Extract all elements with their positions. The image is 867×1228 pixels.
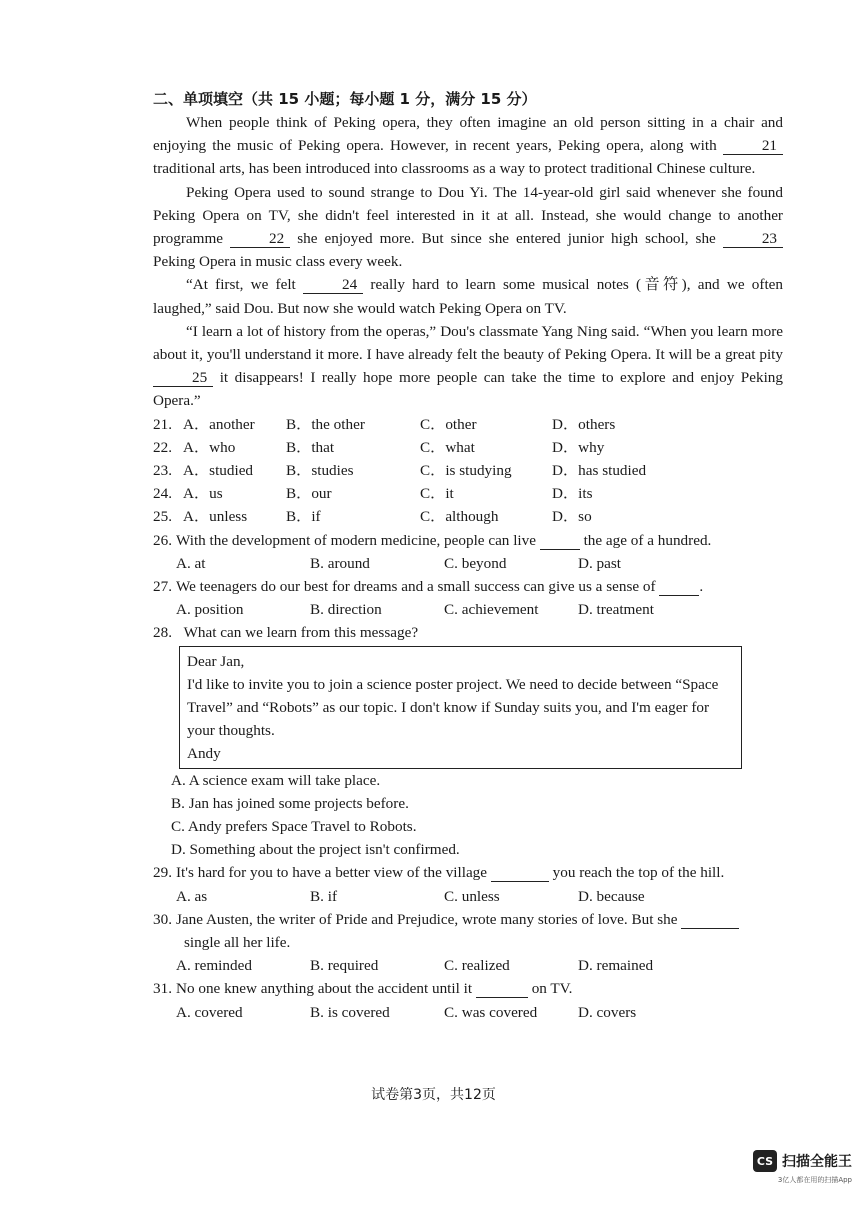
- option-a: A．us: [183, 485, 223, 503]
- option-c: C．other: [420, 415, 477, 433]
- question-27: [153, 575, 783, 598]
- options-29: [153, 885, 783, 908]
- question-number: 30.: [153, 910, 172, 928]
- option-c: C. realized: [444, 957, 510, 975]
- option-a: A. A science exam will take place.: [171, 771, 381, 789]
- option-d: D．why: [552, 438, 605, 456]
- passage-text: she enjoyed more. But since she entered junior high school, she: [290, 230, 723, 248]
- exam-page: [153, 88, 783, 1024]
- question-text: the age of a hundred.: [579, 531, 712, 549]
- option-c: C. beyond: [444, 554, 507, 572]
- question-number: 22.: [153, 438, 172, 456]
- option-c: C. unless: [444, 887, 500, 905]
- option-b: B．if: [286, 508, 321, 526]
- option-row-23: [153, 459, 783, 482]
- option-b: B．our: [286, 485, 332, 503]
- question-text: We teenagers do our best for dreams and a small success can give us a sense of: [176, 577, 660, 595]
- question-text-continued: single all her life.: [184, 934, 291, 952]
- option-d: D. covers: [578, 1003, 637, 1021]
- section-title: 二、单项填空（共 15 小题；每小题 1 分，满分 15 分）: [153, 90, 537, 108]
- option-b: B. required: [310, 957, 379, 975]
- option-a: A．another: [183, 415, 255, 433]
- question-number: 24.: [153, 485, 172, 503]
- answer-blank: [540, 532, 580, 550]
- option-d: D. Something about the project isn't confirmed.: [171, 841, 460, 859]
- watermark-brand: 扫描全能王: [782, 1154, 852, 1170]
- option-row-21: [153, 413, 783, 436]
- passage-text: “I learn a lot of history from the operas,” Dou's classmate Yang Ning said. “When you learn more about it, you'll understand it more. I have already felt the beauty of Peking Opera. It will be a great pity: [153, 322, 783, 364]
- question-28: [153, 621, 783, 644]
- options-27: [153, 598, 783, 621]
- passage-text: Peking Opera used to sound strange to Dou Yi. The 14-year-old girl said whenever she found Peking Opera on TV, she didn't feel interested in it at all. Instead, she would change to another programme: [153, 183, 783, 248]
- option-d: D. because: [578, 887, 645, 905]
- option-d: D. remained: [578, 957, 654, 975]
- message-body: I'd like to invite you to join a science poster project. We need to decide between “Space Travel” and “Robots” as our topic. I don't know if Sunday suits you, and I'm eager for your thoughts.: [187, 675, 719, 740]
- question-number: 25.: [153, 508, 172, 526]
- question-number: 31.: [153, 980, 172, 998]
- question-26: [153, 529, 783, 552]
- answer-blank: [491, 864, 549, 882]
- question-number: 21.: [153, 415, 172, 433]
- option-d: D．others: [552, 415, 616, 433]
- option-row-22: [153, 436, 783, 459]
- options-26: [153, 552, 783, 575]
- page-footer: 试卷第3页，共12页: [371, 1087, 496, 1103]
- question-31: [153, 977, 783, 1000]
- option-a: A. as: [176, 887, 208, 905]
- passage-text: Peking Opera in music class every week.: [153, 253, 403, 271]
- option-d: D. treatment: [578, 601, 654, 619]
- blank-22: 22: [230, 230, 290, 248]
- answer-blank: [659, 578, 699, 596]
- options-30: [153, 954, 783, 977]
- scanner-watermark: [753, 1150, 852, 1172]
- passage-paragraph-4: [153, 320, 783, 413]
- option-a: A. at: [176, 554, 206, 572]
- question-30: [153, 908, 783, 931]
- passage-text: it disappears! I really hope more people can take the time to explore and enjoy Peking Opera.”: [153, 369, 783, 410]
- option-b: B. Jan has joined some projects before.: [171, 794, 409, 812]
- option-c: C. Andy prefers Space Travel to Robots.: [171, 818, 417, 836]
- option-b: B. is covered: [310, 1003, 390, 1021]
- question-number: 28.: [153, 624, 172, 642]
- question-text: Jane Austen, the writer of Pride and Prejudice, wrote many stories of love. But she: [176, 910, 682, 928]
- question-number: 27.: [153, 577, 172, 595]
- question-text: .: [699, 577, 704, 595]
- option-row-25: [153, 505, 783, 528]
- option-a: A．unless: [183, 508, 248, 526]
- passage-text: really hard to learn some musical notes (音符), and we often laughed,” said Dou. But now she would watch Peking Opera on TV.: [153, 276, 783, 317]
- question-text: on TV.: [527, 980, 573, 998]
- question-number: 26.: [153, 531, 172, 549]
- question-29: [153, 861, 783, 884]
- watermark-subtitle: 3亿人都在用的扫描App: [777, 1176, 852, 1184]
- message-signature: Andy: [187, 745, 221, 763]
- question-number: 23.: [153, 462, 172, 480]
- cloze-options: [153, 413, 783, 529]
- answer-blank: [681, 911, 739, 929]
- option-a: A. reminded: [176, 957, 252, 975]
- option-b: B. direction: [310, 601, 382, 619]
- passage-text: traditional arts, has been introduced into classrooms as a way to protect traditional Chinese culture.: [153, 160, 756, 178]
- option-d: D．its: [552, 485, 593, 503]
- question-text: you reach the top of the hill.: [548, 864, 725, 882]
- blank-23: 23: [723, 230, 783, 248]
- option-c: C．is studying: [420, 462, 512, 480]
- passage-paragraph-2: [153, 181, 783, 274]
- option-d: D. past: [578, 554, 622, 572]
- question-text: With the development of modern medicine, people can live: [176, 531, 540, 549]
- option-a: A．who: [183, 438, 236, 456]
- question-text: It's hard for you to have a better view of the village: [176, 864, 491, 882]
- question-text: No one knew anything about the accident until it: [176, 980, 476, 998]
- message-box: [179, 646, 742, 769]
- blank-25: 25: [153, 369, 213, 387]
- option-c: C．it: [420, 485, 454, 503]
- option-d: D．has studied: [552, 462, 647, 480]
- option-a: A．studied: [183, 462, 254, 480]
- options-31: [153, 1001, 783, 1024]
- passage-text: When people think of Peking opera, they often imagine an old person sitting in a chair and enjoying the music of Peking opera. However, in recent years, Peking opera, along with: [153, 114, 783, 155]
- option-b: B．studies: [286, 462, 354, 480]
- option-c: C．what: [420, 438, 475, 456]
- option-d: D．so: [552, 508, 592, 526]
- option-row-24: [153, 482, 783, 505]
- blank-24: 24: [303, 276, 363, 294]
- option-c: C. was covered: [444, 1003, 538, 1021]
- option-c: C．although: [420, 508, 499, 526]
- question-text: What can we learn from this message?: [183, 624, 419, 642]
- camscanner-logo-icon: CS: [753, 1150, 777, 1172]
- blank-21: 21: [723, 137, 783, 155]
- passage-text: “At first, we felt: [186, 276, 303, 294]
- message-greeting: Dear Jan,: [187, 652, 245, 670]
- option-b: B. if: [310, 887, 338, 905]
- option-a: A. position: [176, 601, 244, 619]
- passage-paragraph-1: [153, 111, 783, 181]
- answer-blank: [476, 980, 528, 998]
- option-b: B．that: [286, 438, 335, 456]
- passage-paragraph-3: [153, 273, 783, 319]
- option-b: B. around: [310, 554, 370, 572]
- option-c: C. achievement: [444, 601, 539, 619]
- question-number: 29.: [153, 864, 172, 882]
- option-b: B．the other: [286, 415, 365, 433]
- option-a: A. covered: [176, 1003, 243, 1021]
